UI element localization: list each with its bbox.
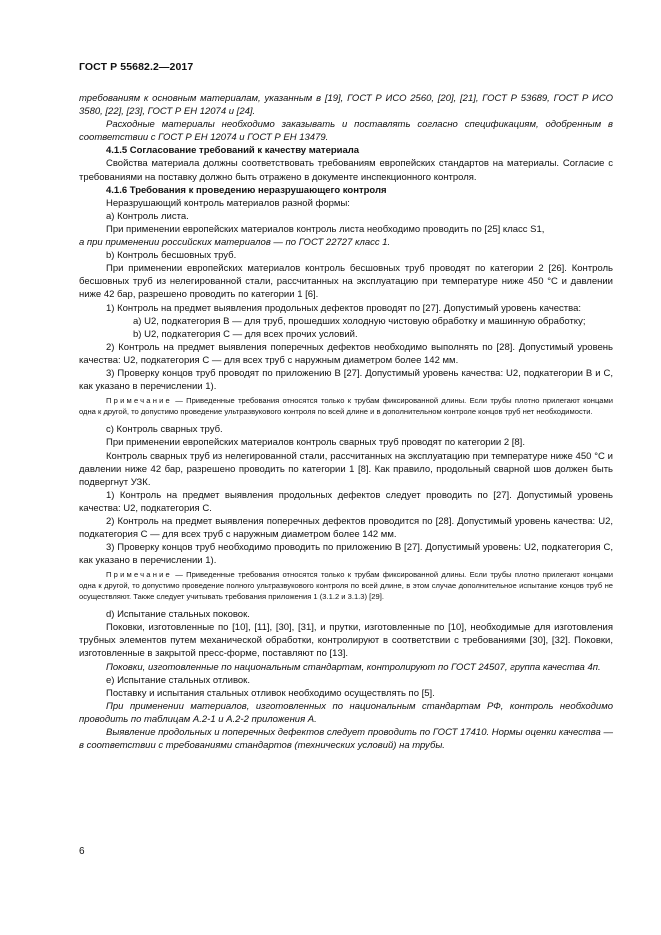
list-item: b) U2, подкатегория С — для всех прочих условий. xyxy=(133,328,358,340)
paragraph: Поковки, изготовленные по национальным стандартам, контролируют по ГОСТ 24507, группа качества 4п. xyxy=(106,661,601,673)
list-item: 3) Проверку концов труб необходимо проводить по приложению В [27]. Допустимый уровень: U2, подкатегория С, как указано в перечислении 1). xyxy=(79,542,613,567)
paragraph: При применении материалов, изготовленных по национальным стандартам РФ, контроль необходимо проводить по таблицам А.2-1 и А.2-2 приложения А. xyxy=(79,700,613,725)
note-label: Примечание xyxy=(106,396,172,406)
note xyxy=(79,570,613,602)
paragraph: а при применении российских материалов — по ГОСТ 22727 класс 1. xyxy=(79,237,391,249)
paragraph: При применении европейских материалов контроль бесшовных труб проводят по категории 2 [26]. Контроль бесшовных труб из нелегированной стали, рассчитанных на эксплуатацию при температуре ниже 450 °С и давлении ниже 42 бар, разрешено проводить по категории 1 [6]. xyxy=(79,263,613,301)
note-text: — Приведенные требования относятся только к трубам фиксированной длины. Если трубы плотно прилегают концами одна к другой, то допустимо проведение полного ультразвукового контроля по всей длине, в этом случае дополнительное испытание концов труб не осуществляют. Также следует учитывать требования приложения 1 (3.1.2 и 3.1.3) [29]. xyxy=(79,570,613,601)
section-heading-4-1-6: 4.1.6 Требования к проведению неразрушающего контроля xyxy=(106,184,387,196)
paragraph: Свойства материала должны соответствовать требованиям европейских стандартов на материалы. Согласие с требованиями на поставку должно быть отражено в документе инспекционного контроля. xyxy=(79,158,613,183)
note-text: — Приведенные требования относятся только к трубам фиксированной длины. Если трубы плотно прилегают концами одна к другой, то допустимо проведение ультразвукового контроля по всей длине и в дополнительном контроле концов труб нет необходимости. xyxy=(79,396,613,416)
list-item: a) U2, подкатегория В — для труб, прошедших холодную чистовую обработку и машинную обработку; xyxy=(133,315,586,327)
standard-code-header: ГОСТ Р 55682.2—2017 xyxy=(79,61,194,73)
paragraph: При применении европейских материалов контроль сварных труб проводят по категории 2 [8]. xyxy=(106,437,525,449)
section-heading-4-1-5: 4.1.5 Согласование требований к качеству материала xyxy=(106,145,360,157)
list-item: c) Контроль сварных труб. xyxy=(106,424,223,436)
paragraph: Выявление продольных и поперечных дефектов следует проводить по ГОСТ 17410. Нормы оценки качества — в соответствии с требованиями стандартов (технических условий) на трубы. xyxy=(79,727,613,752)
note-label: Примечание xyxy=(106,570,172,580)
list-item: e) Испытание стальных отливок. xyxy=(106,674,250,686)
list-item: 2) Контроль на предмет выявления поперечных дефектов необходимо выполнять по [28]. Допустимый уровень качества: U2, подкатегория С — для всех труб с наружным диаметром более 142 мм. xyxy=(79,341,613,366)
note xyxy=(79,396,613,417)
paragraph: Поковки, изготовленные по [10], [11], [30], [31], и прутки, изготовленные по [10], необходимые для изготовления трубных элементов путем механической обработки, контролируют в соответствии с требованиями [30], [32]. Поковки, изготовленные в закрытой пресс-форме, поставляют по [13]. xyxy=(79,622,613,660)
paragraph: Неразрушающий контроль материалов разной формы: xyxy=(106,197,350,209)
list-item: a) Контроль листа. xyxy=(106,210,189,222)
list-item: d) Испытание стальных поковок. xyxy=(106,609,250,621)
list-item: 3) Проверку концов труб проводят по приложению В [27]. Допустимый уровень качества: U2, подкатегории В и С, как указано в перечислении 1). xyxy=(79,367,613,393)
paragraph: Поставку и испытания стальных отливок необходимо осуществлять по [5]. xyxy=(106,687,435,699)
paragraph: При применении европейских материалов контроль листа необходимо проводить по [25] класс S1, xyxy=(106,223,545,235)
paragraph: Контроль сварных труб из нелегированной стали, рассчитанных на эксплуатацию при температуре ниже 450 °С и давлении ниже 42 бар, разрешено проводить по категории 1 [8]. Как правило, продольный сварной шов должен быть подвергнут УЗК. xyxy=(79,450,613,488)
list-item: 2) Контроль на предмет выявления поперечных дефектов проводится по [28]. Допустимый уровень качества: U2, подкатегория С — для всех труб с наружным диаметром более 142 мм. xyxy=(79,516,613,541)
list-item: 1) Контроль на предмет выявления продольных дефектов следует проводить по [27]. Допустимый уровень качества: U2, подкатегория С. xyxy=(79,489,613,514)
paragraph: Расходные материалы необходимо заказывать и поставлять согласно спецификациям, одобренным в соответствии с ГОСТ Р ЕН 12074 и ГОСТ Р ЕН 13479. xyxy=(79,119,613,144)
list-item: b) Контроль бесшовных труб. xyxy=(106,250,237,262)
page-number: 6 xyxy=(79,846,85,857)
document-body xyxy=(79,92,613,752)
list-item: 1) Контроль на предмет выявления продольных дефектов проводят по [27]. Допустимый уровень качества: xyxy=(106,302,582,314)
paragraph: требованиям к основным материалам, указанным в [19], ГОСТ Р ИСО 2560, [20], [21], ГОСТ Р 53689, ГОСТ Р ИСО 3580, [22], [23], ГОСТ Р ЕН 12074 и [24]. xyxy=(79,93,613,118)
